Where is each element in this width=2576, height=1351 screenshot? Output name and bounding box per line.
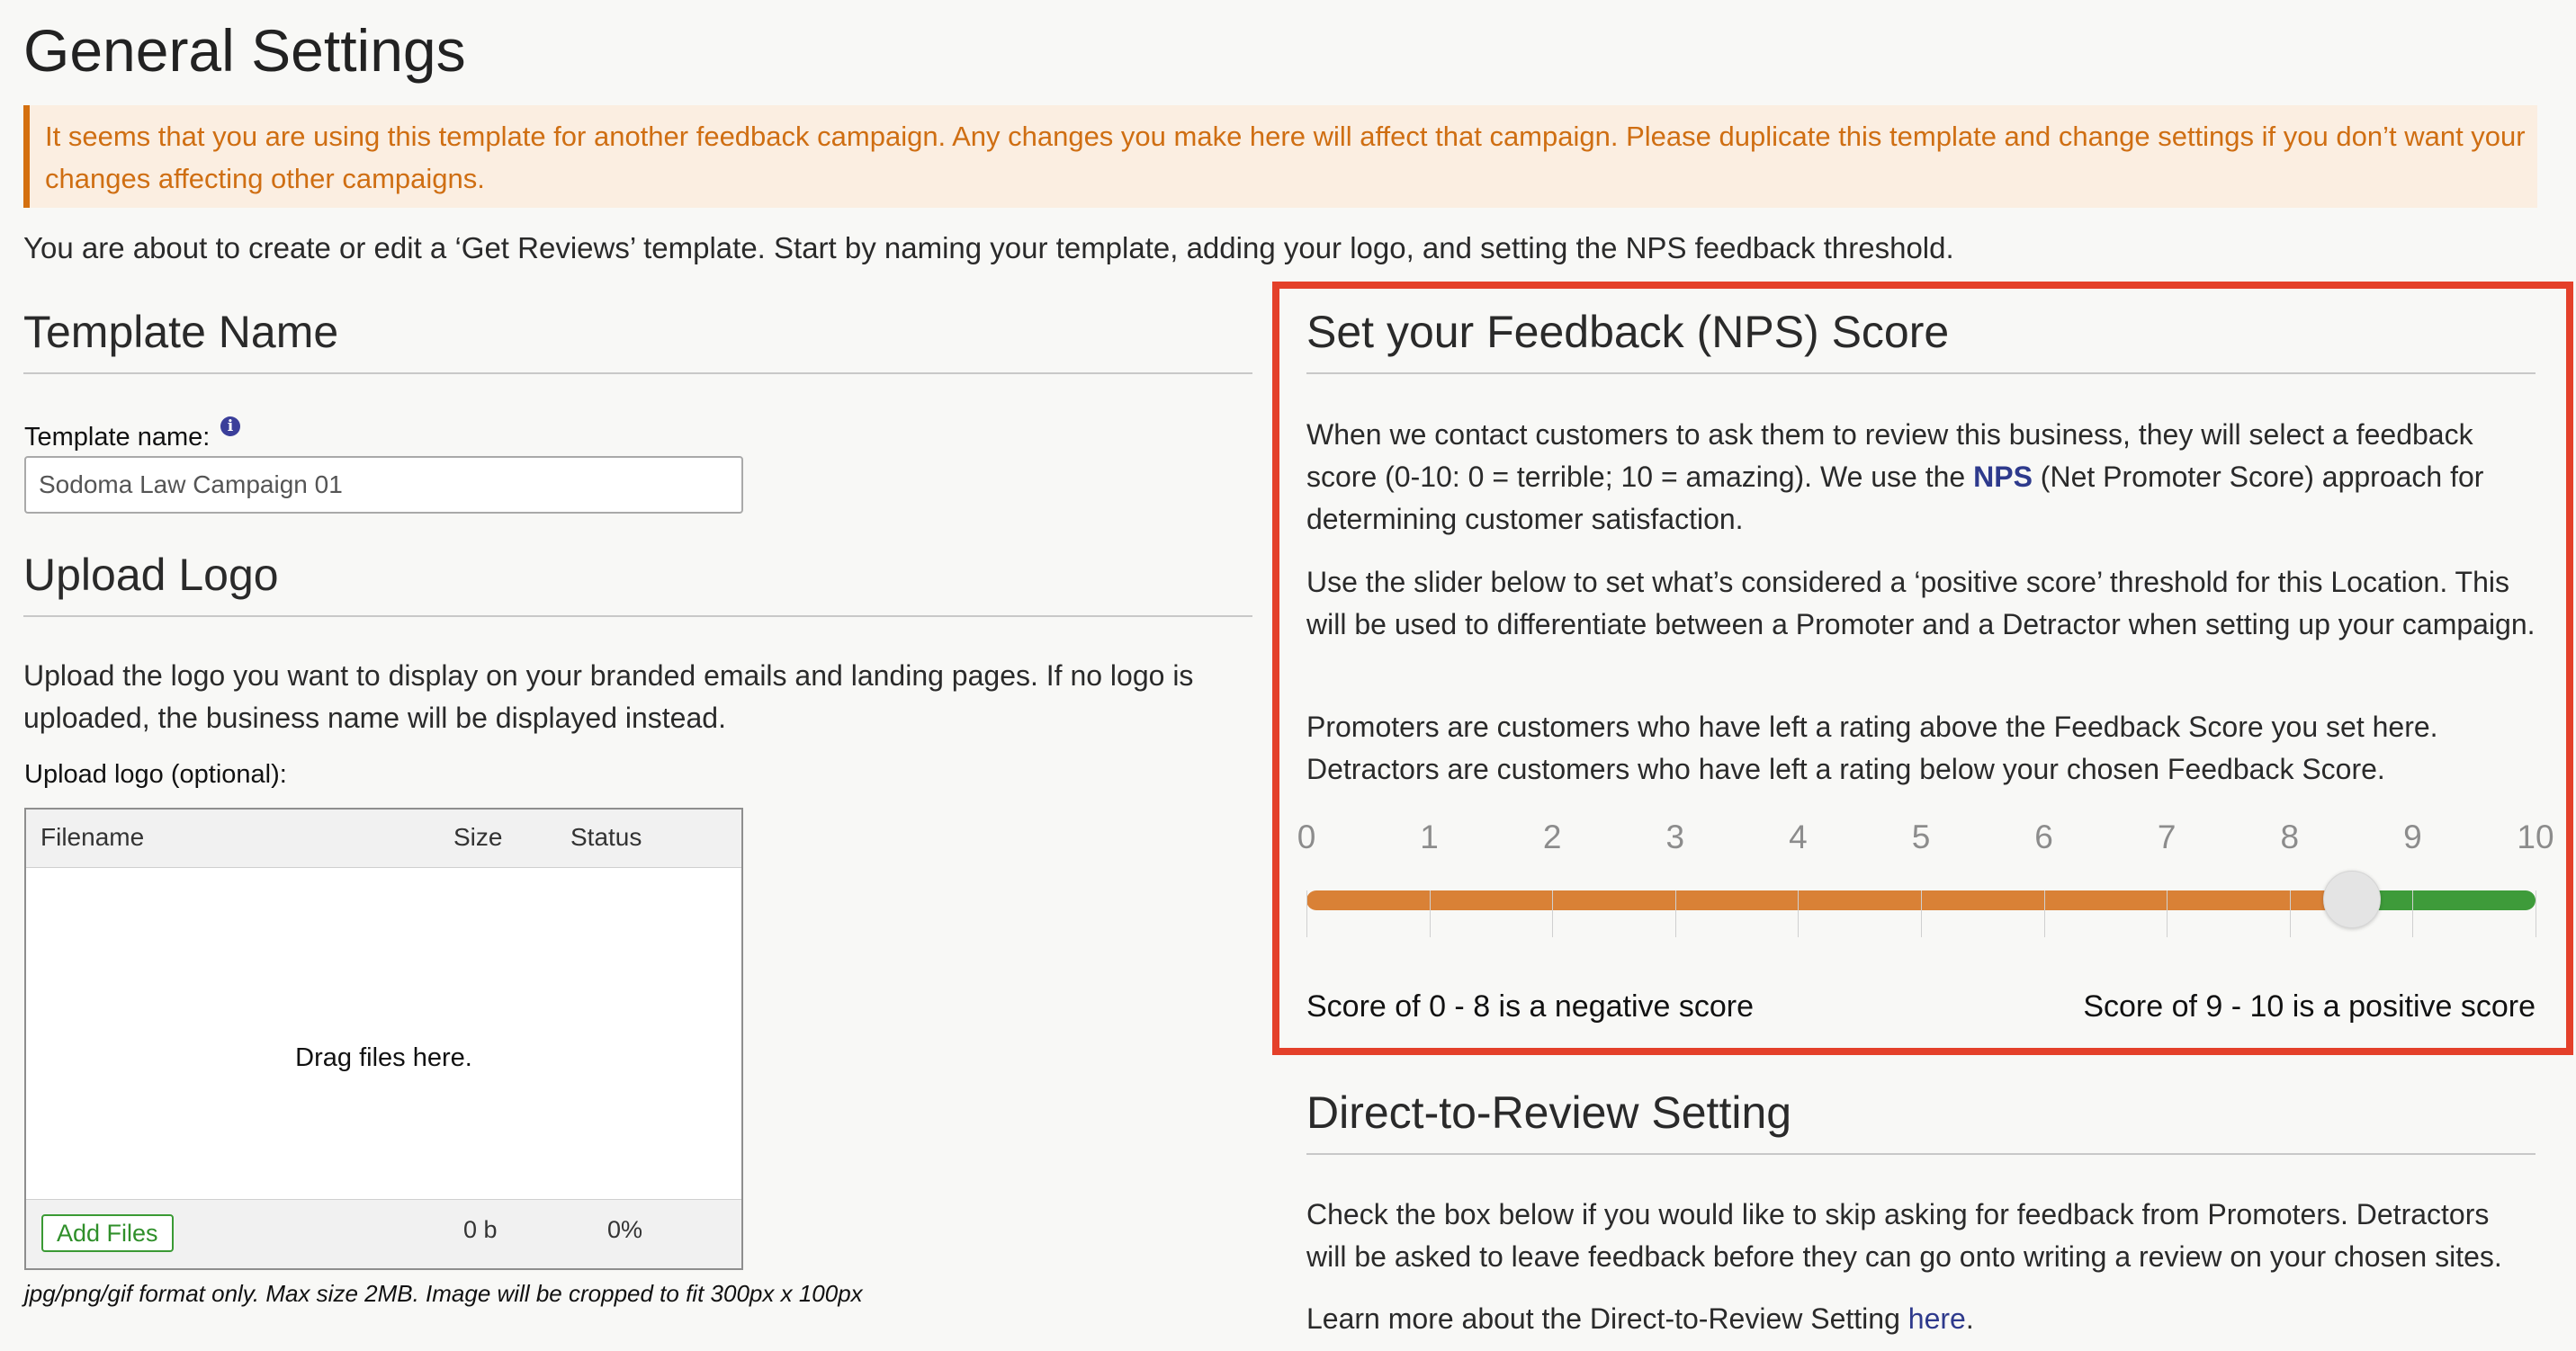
divider — [23, 372, 1252, 374]
column-size: Size — [453, 823, 503, 851]
slider-negative-track[interactable] — [1306, 890, 2351, 910]
upload-format-note: jpg/png/gif format only. Max size 2MB. Image will be cropped to fit 300px x 100px — [24, 1280, 863, 1307]
uploader-header — [26, 810, 741, 868]
slider-tick-label: 7 — [2157, 819, 2177, 855]
slider-tick-label: 8 — [2280, 819, 2300, 855]
divider — [1306, 372, 2536, 374]
slider-tick-label: 6 — [2034, 819, 2053, 855]
column-filename: Filename — [40, 823, 145, 851]
upload-logo-label: Upload logo (optional): — [24, 760, 287, 789]
slider-tick-label: 5 — [1911, 819, 1931, 855]
nps-link[interactable]: NPS — [1973, 461, 2033, 493]
slider-thumb[interactable] — [2323, 871, 2381, 928]
slider-tick-mark — [1552, 890, 1553, 937]
slider-tick-mark — [2167, 890, 2168, 937]
nps-paragraph-1: When we contact customers to ask them to review this business, they will select a feedback score (0-10: 0 = terrible; 10 = amazing). We use the NPS (Net Promoter Score) approach for determining customer satisfaction. — [1306, 418, 2484, 535]
add-files-button[interactable]: Add Files — [41, 1214, 174, 1252]
info-icon[interactable]: i — [220, 416, 240, 436]
column-status: Status — [570, 823, 642, 851]
intro-text: You are about to create or edit a ‘Get Reviews’ template. Start by naming your template, adding your logo, and setting the NPS feedback threshold. — [23, 231, 1954, 264]
warning-banner: It seems that you are using this template for another feedback campaign. Any changes you make here will affect that campaign. Please duplicate this template and change settings if you don’t want your changes affecting other campaigns. — [23, 105, 2537, 208]
file-uploader[interactable] — [24, 808, 743, 1270]
slider-tick-label: 10 — [2517, 819, 2554, 855]
slider-tick-mark — [1306, 890, 1307, 937]
slider-tick-mark — [1798, 890, 1799, 937]
divider — [23, 615, 1252, 617]
total-size: 0 b — [463, 1216, 498, 1243]
divider — [1306, 1153, 2536, 1155]
slider-tick-label: 2 — [1542, 819, 1562, 855]
slider-tick-label: 9 — [2403, 819, 2422, 855]
slider-tick-label: 0 — [1297, 819, 1316, 855]
slider-tick-mark — [2412, 890, 2413, 937]
slider-tick-mark — [1921, 890, 1922, 937]
positive-score-text: Score of 9 - 10 is a positive score — [2083, 989, 2536, 1024]
slider-tick-label: 3 — [1665, 819, 1685, 855]
drop-zone-text: Drag files here. — [295, 1043, 472, 1072]
negative-score-text: Score of 0 - 8 is a negative score — [1306, 989, 1755, 1024]
learn-more-text: Learn more about the Direct-to-Review Setting here. — [1306, 1302, 1974, 1335]
nps-heading: Set your Feedback (NPS) Score — [1306, 307, 1950, 357]
slider-tick-mark — [2044, 890, 2045, 937]
slider-tick-mark — [2290, 890, 2291, 937]
direct-review-description: Check the box below if you would like to skip asking for feedback from Promoters. Detractors will be asked to leave feedback before they can go onto writing a review on your chosen sites. — [1306, 1198, 2502, 1273]
upload-logo-description: Upload the logo you want to display on your branded emails and landing pages. If no logo is uploaded, the business name will be displayed instead. — [23, 659, 1194, 734]
template-name-input[interactable] — [24, 456, 743, 514]
slider-tick-mark — [1675, 890, 1676, 937]
slider-tick-label: 1 — [1420, 819, 1439, 855]
template-name-heading: Template Name — [23, 307, 339, 357]
uploader-footer — [26, 1199, 741, 1268]
slider-tick-label: 4 — [1789, 819, 1808, 855]
total-status: 0% — [607, 1216, 643, 1243]
upload-logo-heading: Upload Logo — [23, 550, 279, 600]
slider-tick-mark — [1430, 890, 1431, 937]
template-name-label: Template name: — [24, 423, 211, 452]
nps-paragraph-3: Promoters are customers who have left a rating above the Feedback Score you set here. Detractors are customers who have left a rating below your chosen Feedback Score. — [1306, 711, 2438, 785]
nps-highlight-box — [1272, 282, 2573, 1055]
learn-more-link[interactable]: here — [1907, 1302, 1966, 1335]
page-title: General Settings — [23, 17, 466, 84]
nps-paragraph-2: Use the slider below to set what’s considered a ‘positive score’ threshold for this Location. This will be used to differentiate between a Promoter and a Detractor when setting up your campaign. — [1306, 566, 2536, 640]
direct-review-heading: Direct-to-Review Setting — [1306, 1087, 1792, 1138]
